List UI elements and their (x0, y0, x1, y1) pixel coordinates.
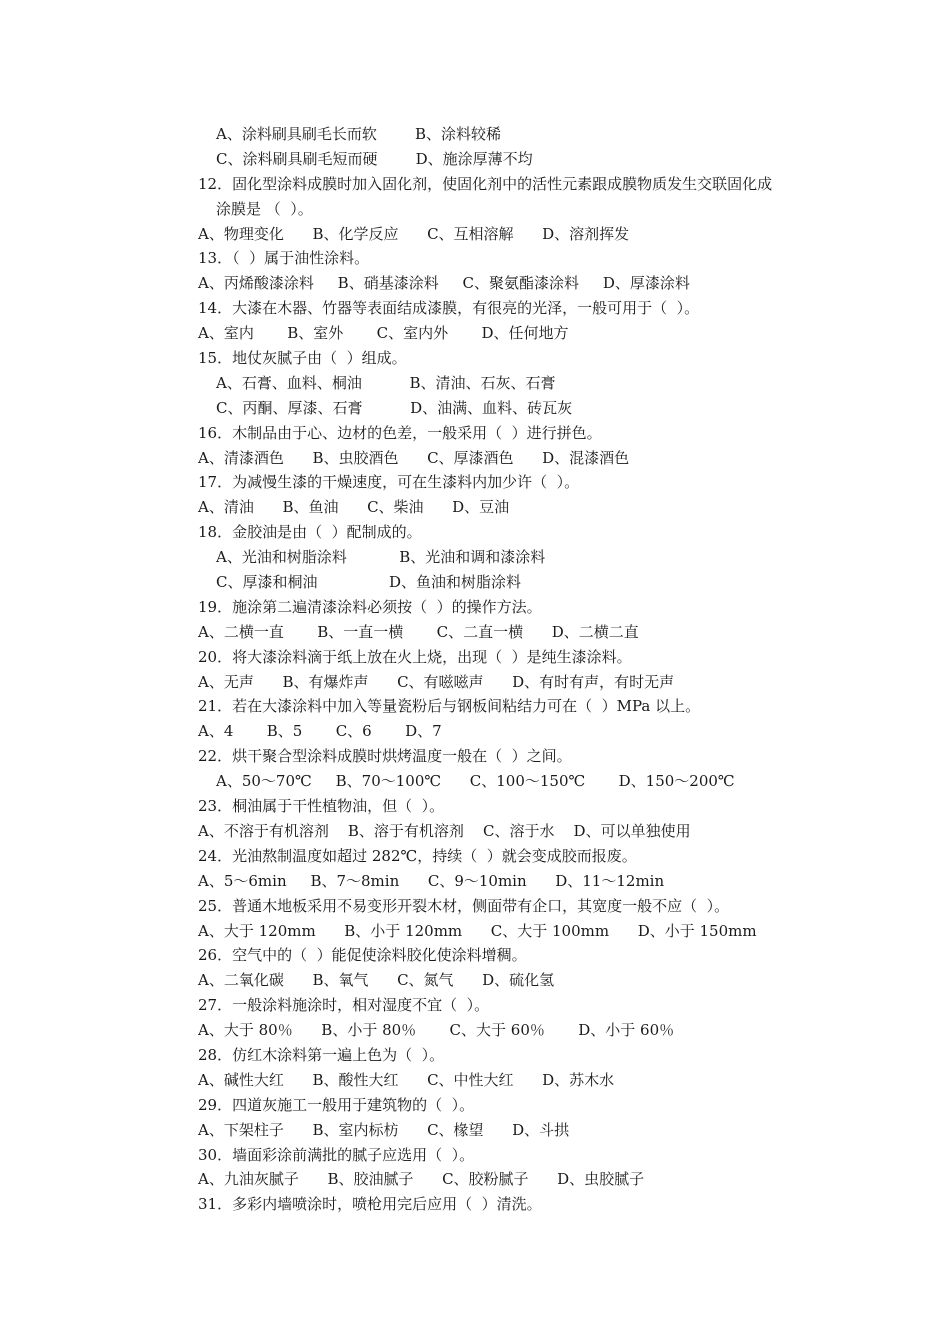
question-line: 27．一般涂料施涂时，相对湿度不宜（ ）。 (198, 996, 490, 1015)
options-line: A、室内 B、室外 C、室内外 D、任何地方 (198, 324, 569, 343)
question-line: 21．若在大漆涂料中加入等量瓷粉后与钢板间粘结力可在（ ）MPa 以上。 (198, 697, 701, 716)
options-line: C、涂料刷具刷毛短而硬 D、施涂厚薄不均 (216, 149, 533, 168)
options-line: A、清漆酒色 B、虫胶酒色 C、厚漆酒色 D、混漆酒色 (198, 448, 630, 467)
question-line: 20．将大漆涂料滴于纸上放在火上烧，出现（ ）是纯生漆涂料。 (198, 647, 632, 666)
question-line: 25．普通木地板采用不易变形开裂木材，侧面带有企口，其宽度一般不应（ ）。 (198, 896, 730, 915)
question-line: 14．大漆在木器、竹器等表面结成漆膜，有很亮的光泽，一般可用于（ ）。 (198, 299, 700, 318)
options-line: A、石膏、血料、桐油 B、清油、石灰、石膏 (216, 373, 556, 392)
options-line: C、厚漆和桐油 D、鱼油和树脂涂料 (216, 573, 522, 592)
question-line: 28．仿红木涂料第一遍上色为（ ）。 (198, 1045, 445, 1064)
question-line: 30．墙面彩涂前满批的腻子应选用（ ）。 (198, 1145, 475, 1164)
options-line: C、丙酮、厚漆、石膏 D、油满、血料、砖瓦灰 (216, 398, 573, 417)
question-line: 22．烘干聚合型涂料成膜时烘烤温度一般在（ ）之间。 (198, 747, 572, 766)
options-line: A、物理变化 B、化学反应 C、互相溶解 D、溶剂挥发 (198, 224, 630, 243)
options-line: A、5～6min B、7～8min C、9～10min D、11～12min (198, 871, 665, 890)
options-line: A、丙烯酸漆涂料 B、硝基漆涂料 C、聚氨酯漆涂料 D、厚漆涂料 (198, 274, 690, 293)
options-line: A、大于 80％ B、小于 80％ C、大于 60％ D、小于 60％ (198, 1021, 675, 1040)
options-line: A、光油和树脂涂料 B、光油和调和漆涂料 (216, 548, 546, 567)
options-line: A、无声 B、有爆炸声 C、有嗞嗞声 D、有时有声，有时无声 (198, 672, 675, 691)
exam-page (198, 122, 858, 1217)
question-line: 13．（ ）属于油性涂料。 (198, 249, 370, 268)
question-continuation-line: 涂膜是 （ ）。 (216, 199, 313, 218)
options-line: A、下架柱子 B、室内标枋 C、椽望 D、斗拱 (198, 1120, 570, 1139)
question-line: 18．金胶油是由（ ）配制成的。 (198, 523, 422, 542)
question-line: 31．多彩内墙喷涂时，喷枪用完后应用（ ）清洗。 (198, 1195, 542, 1214)
question-line: 23．桐油属于干性植物油，但（ ）。 (198, 797, 445, 816)
options-line: A、大于 120mm B、小于 120mm C、大于 100mm D、小于 150mm (198, 921, 757, 940)
question-line: 17．为减慢生漆的干燥速度，可在生漆料内加少许（ ）。 (198, 473, 580, 492)
question-line: 12．固化型涂料成膜时加入固化剂，使固化剂中的活性元素跟成膜物质发生交联固化成 (198, 174, 773, 193)
question-line: 15．地仗灰腻子由（ ）组成。 (198, 349, 407, 368)
question-line: 19．施涂第二遍清漆涂料必须按（ ）的操作方法。 (198, 597, 542, 616)
question-line: 24．光油熬制温度如超过 282℃，持续（ ）就会变成胶而报废。 (198, 846, 637, 865)
options-line: A、清油 B、鱼油 C、柴油 D、豆油 (198, 498, 510, 517)
options-line: A、50～70℃ B、70～100℃ C、100～150℃ D、150～200℃ (216, 772, 735, 791)
options-line: A、涂料刷具刷毛长而软 B、涂料较稀 (216, 125, 502, 143)
options-line: A、二横一直 B、一直一横 C、二直一横 D、二横二直 (198, 622, 639, 641)
options-line: A、4 B、5 C、6 D、7 (198, 722, 442, 741)
options-line: A、九油灰腻子 B、胶油腻子 C、胶粉腻子 D、虫胶腻子 (198, 1170, 645, 1189)
question-line: 29．四道灰施工一般用于建筑物的（ ）。 (198, 1095, 475, 1114)
question-line: 26．空气中的（ ）能促使涂料胶化使涂料增稠。 (198, 946, 527, 965)
options-line: A、碱性大红 B、酸性大红 C、中性大红 D、苏木水 (198, 1070, 615, 1089)
options-line: A、不溶于有机溶剂 B、溶于有机溶剂 C、溶于水 D、可以单独使用 (198, 821, 691, 840)
options-line: A、二氧化碳 B、氧气 C、氮气 D、硫化氢 (198, 971, 555, 990)
question-line: 16．木制品由于心、边材的色差，一般采用（ ）进行拼色。 (198, 423, 602, 442)
